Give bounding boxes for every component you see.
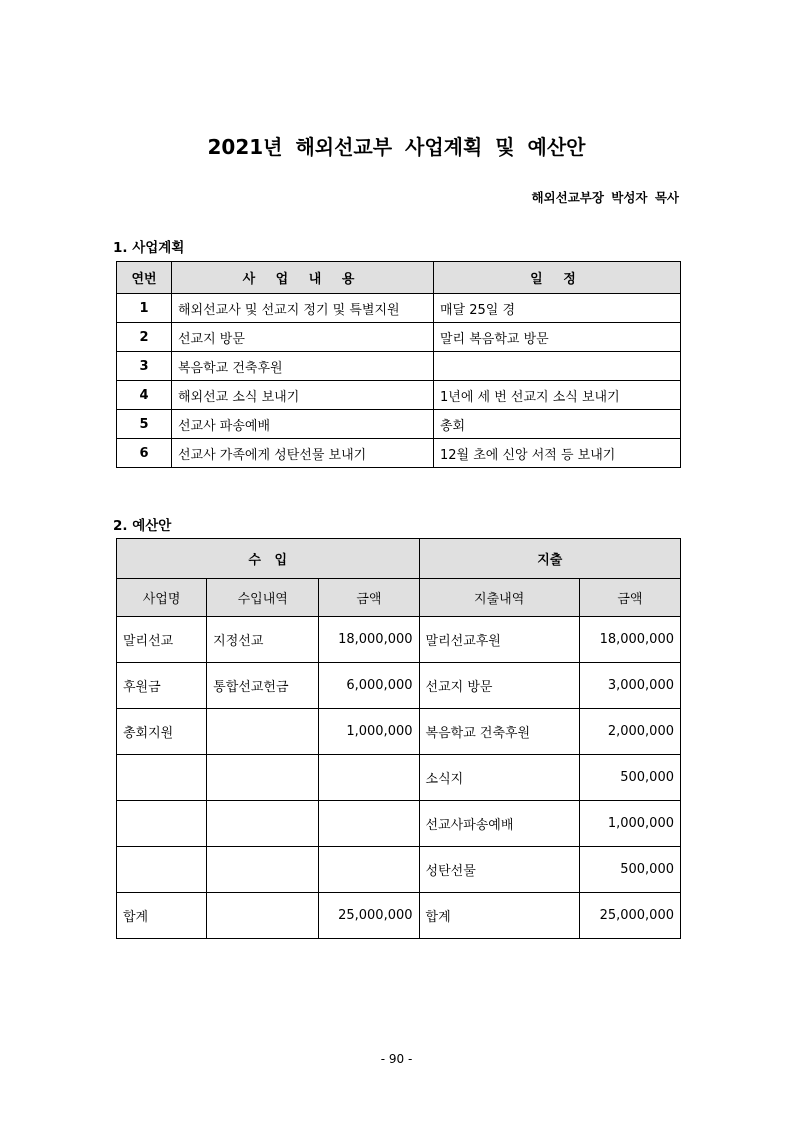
budget-income-amount: [319, 801, 419, 847]
budget-header-income-amount: 금액: [319, 579, 419, 617]
plan-row-schedule: 총회: [434, 410, 681, 439]
budget-header-expense-detail: 지출내역: [419, 579, 579, 617]
income-group-header: 수 입: [117, 539, 420, 579]
budget-name: [117, 801, 207, 847]
budget-header-expense-amount: 금액: [579, 579, 680, 617]
budget-column-header-row: [117, 579, 681, 617]
budget-income-amount: 18,000,000: [319, 617, 419, 663]
budget-income-amount: 1,000,000: [319, 709, 419, 755]
page-number: - 90 -: [380, 1052, 413, 1066]
budget-expense-amount: 500,000: [579, 847, 680, 893]
budget-expense-amount: 2,000,000: [579, 709, 680, 755]
budget-expense-amount: 3,000,000: [579, 663, 680, 709]
plan-row-content: 선교사 가족에게 성탄선물 보내기: [172, 439, 434, 468]
plan-row-schedule: 매달 25일 경: [434, 294, 681, 323]
plan-row-no: 6: [117, 439, 172, 468]
budget-name: [117, 847, 207, 893]
budget-header-income-detail: 수입내역: [207, 579, 319, 617]
plan-table: [116, 261, 681, 468]
plan-row-no: 4: [117, 381, 172, 410]
plan-row-schedule: 말리 복음학교 방문: [434, 323, 681, 352]
page-title: 2021년 해외선교부 사업계획 및 예산안: [207, 135, 586, 159]
budget-income-detail: [207, 801, 319, 847]
table-row: [117, 663, 681, 709]
plan-row-schedule: 12월 초에 신앙 서적 등 보내기: [434, 439, 681, 468]
budget-income-detail: 통합선교헌금: [207, 663, 319, 709]
plan-row-no: 5: [117, 410, 172, 439]
plan-row-no: 2: [117, 323, 172, 352]
section-heading-plan: 1. 사업계획: [113, 240, 185, 256]
plan-row-content: 복음학교 건축후원: [172, 352, 434, 381]
plan-row-content: 선교지 방문: [172, 323, 434, 352]
budget-income-amount: [319, 755, 419, 801]
budget-total-expense: 25,000,000: [579, 893, 680, 939]
table-row: [117, 410, 681, 439]
plan-row-content: 해외선교 소식 보내기: [172, 381, 434, 410]
table-row: [117, 755, 681, 801]
budget-total-label: 합계: [117, 893, 207, 939]
table-row: [117, 617, 681, 663]
plan-row-schedule: 1년에 세 번 선교지 소식 보내기: [434, 381, 681, 410]
budget-table: [116, 538, 681, 939]
plan-row-content: 선교사 파송예배: [172, 410, 434, 439]
table-row: [117, 323, 681, 352]
plan-row-no: 1: [117, 294, 172, 323]
table-row: [117, 709, 681, 755]
budget-total-income: 25,000,000: [319, 893, 419, 939]
budget-expense-detail: 복음학교 건축후원: [419, 709, 579, 755]
budget-income-amount: [319, 847, 419, 893]
budget-expense-amount: 18,000,000: [579, 617, 680, 663]
expense-group-header: 지출: [419, 539, 680, 579]
budget-group-header-row: [117, 539, 681, 579]
budget-header-name: 사업명: [117, 579, 207, 617]
budget-expense-detail: 성탄선물: [419, 847, 579, 893]
plan-header-schedule: 일 정: [434, 262, 681, 294]
section-heading-budget: 2. 예산안: [113, 518, 172, 534]
budget-name: [117, 755, 207, 801]
budget-name: 말리선교: [117, 617, 207, 663]
plan-table-header-row: [117, 262, 681, 294]
budget-name: 후원금: [117, 663, 207, 709]
budget-income-detail: [207, 755, 319, 801]
table-row: [117, 352, 681, 381]
plan-header-no: 연번: [117, 262, 172, 294]
table-row: [117, 439, 681, 468]
table-row: [117, 847, 681, 893]
budget-expense-detail: 선교지 방문: [419, 663, 579, 709]
budget-income-detail: [207, 847, 319, 893]
plan-header-content: 사 업 내 용: [172, 262, 434, 294]
budget-name: 총회지원: [117, 709, 207, 755]
table-row: [117, 801, 681, 847]
plan-row-content: 해외선교사 및 선교지 정기 및 특별지원: [172, 294, 434, 323]
plan-row-no: 3: [117, 352, 172, 381]
budget-expense-detail: 말리선교후원: [419, 617, 579, 663]
budget-expense-amount: 1,000,000: [579, 801, 680, 847]
budget-expense-amount: 500,000: [579, 755, 680, 801]
budget-expense-detail: 선교사파송예배: [419, 801, 579, 847]
budget-income-detail: 지정선교: [207, 617, 319, 663]
plan-row-schedule: [434, 352, 681, 381]
table-row: [117, 294, 681, 323]
budget-expense-detail: 소식지: [419, 755, 579, 801]
budget-total-row: [117, 893, 681, 939]
budget-income-amount: 6,000,000: [319, 663, 419, 709]
table-row: [117, 381, 681, 410]
budget-total-empty: [207, 893, 319, 939]
author-line: 해외선교부장 박성자 목사: [531, 190, 679, 205]
budget-income-detail: [207, 709, 319, 755]
budget-total-expense-label: 합계: [419, 893, 579, 939]
